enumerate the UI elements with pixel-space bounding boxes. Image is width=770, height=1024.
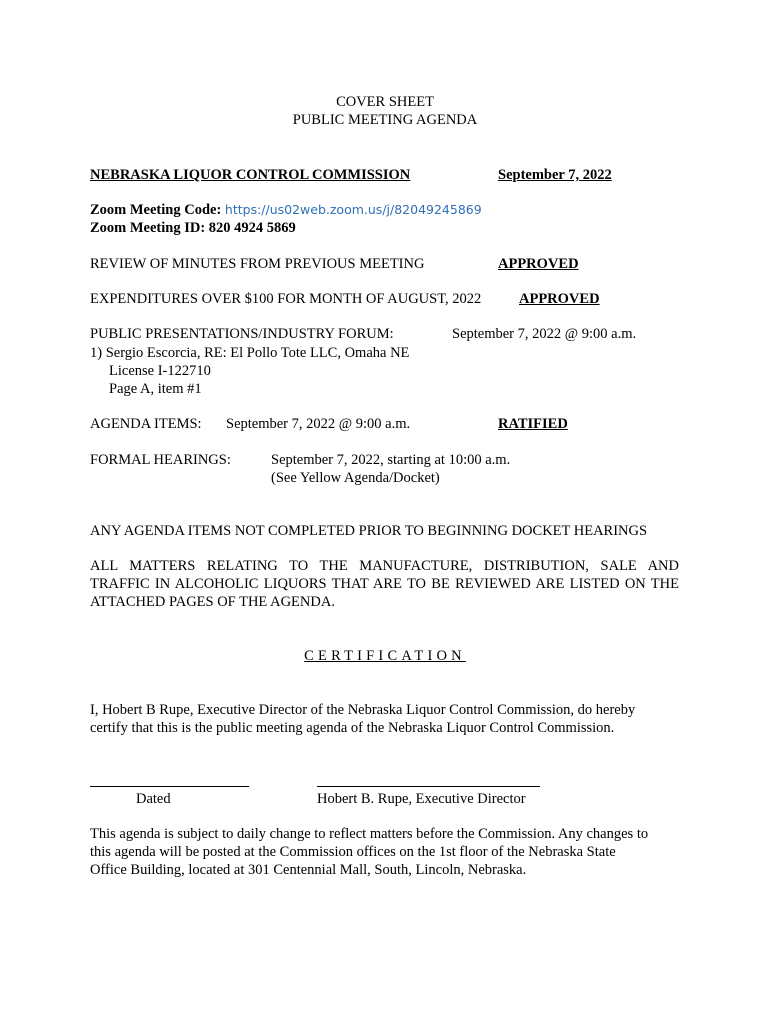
forum-item-1-page: Page A, item #1 — [109, 381, 202, 397]
expenditures-status: APPROVED — [519, 291, 600, 307]
agenda-items-datetime: September 7, 2022 @ 9:00 a.m. — [226, 416, 411, 432]
agenda-items-label: AGENDA ITEMS: — [90, 416, 202, 432]
commission-name: NEBRASKA LIQUOR CONTROL COMMISSION — [90, 167, 411, 183]
certification-title: CERTIFICATION — [304, 648, 466, 664]
footer-line-3: Office Building, located at 301 Centennial Mall, South, Lincoln, Nebraska. — [90, 862, 527, 878]
director-signature-line — [317, 786, 540, 787]
formal-hearings-label: FORMAL HEARINGS: — [90, 452, 231, 468]
meeting-date: September 7, 2022 — [498, 167, 612, 183]
public-forum-datetime: September 7, 2022 @ 9:00 a.m. — [452, 326, 637, 342]
dated-signature-line — [90, 786, 249, 787]
minutes-label: REVIEW OF MINUTES FROM PREVIOUS MEETING — [90, 256, 425, 272]
formal-hearings-datetime: September 7, 2022, starting at 10:00 a.m. — [271, 452, 511, 468]
notice-incomplete-items: ANY AGENDA ITEMS NOT COMPLETED PRIOR TO BEGINNING DOCKET HEARINGS — [90, 523, 648, 539]
zoom-code-row — [90, 201, 482, 219]
zoom-id-label: Zoom Meeting ID: — [90, 220, 206, 236]
agenda-items-status: RATIFIED — [498, 416, 568, 432]
zoom-code-label: Zoom Meeting Code: — [90, 202, 222, 218]
director-label: Hobert B. Rupe, Executive Director — [317, 791, 526, 807]
forum-item-1: 1) Sergio Escorcia, RE: El Pollo Tote LLC, Omaha NE — [90, 345, 410, 361]
forum-item-1-license: License I-122710 — [109, 363, 211, 379]
formal-hearings-note: (See Yellow Agenda/Docket) — [271, 470, 440, 486]
certification-line-2: certify that this is the public meeting agenda of the Nebraska Liquor Control Commission. — [90, 720, 615, 736]
zoom-id-row — [90, 219, 296, 237]
notice-matters-line-2: TRAFFIC IN ALCOHOLIC LIQUORS THAT ARE TO BE REVIEWED ARE LISTED ON THE — [90, 576, 679, 592]
public-forum-label: PUBLIC PRESENTATIONS/INDUSTRY FORUM: — [90, 326, 394, 342]
expenditures-label: EXPENDITURES OVER $100 FOR MONTH OF AUGUST, 2022 — [90, 291, 482, 307]
zoom-meeting-link[interactable]: https://us02web.zoom.us/j/82049245869 — [224, 202, 482, 217]
footer-line-2: this agenda will be posted at the Commission offices on the 1st floor of the Nebraska State — [90, 844, 616, 860]
notice-matters-line-3: ATTACHED PAGES OF THE AGENDA. — [90, 594, 335, 610]
footer-line-1: This agenda is subject to daily change to reflect matters before the Commission. Any changes to — [90, 826, 649, 842]
zoom-id-value: 820 4924 5869 — [208, 220, 296, 236]
cover-sheet-title: COVER SHEET — [336, 94, 434, 110]
certification-heading — [0, 647, 770, 665]
minutes-status: APPROVED — [498, 256, 579, 272]
certification-line-1: I, Hobert B Rupe, Executive Director of the Nebraska Liquor Control Commission, do hereby — [90, 702, 636, 718]
notice-matters-line-1: ALL MATTERS RELATING TO THE MANUFACTURE, DISTRIBUTION, SALE AND — [90, 558, 679, 574]
dated-label: Dated — [136, 791, 171, 807]
agenda-title: PUBLIC MEETING AGENDA — [292, 112, 478, 128]
